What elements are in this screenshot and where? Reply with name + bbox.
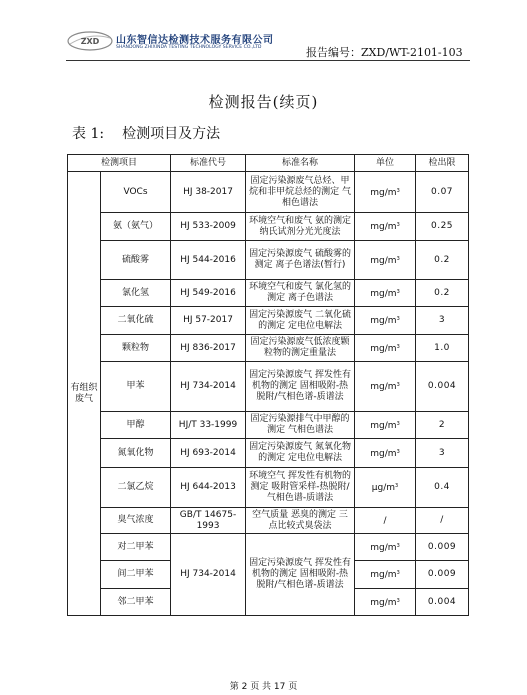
section-number: 表 1: (72, 126, 105, 142)
unit-cell (355, 534, 416, 561)
unit-text: mg/m (370, 255, 397, 266)
unit-cell (355, 468, 416, 508)
unit-text: mg/m (370, 420, 397, 431)
page-header (0, 0, 527, 62)
item-cell: 氨（氨气） (101, 213, 171, 241)
limit-cell: 0.004 (416, 589, 469, 616)
unit-exponent: 3 (396, 597, 400, 604)
unit-cell (355, 241, 416, 280)
std-cell: HJ 544-2016 (171, 241, 246, 280)
unit-cell (355, 362, 416, 412)
std-cell: HJ 644-2013 (171, 468, 246, 508)
table-row (68, 172, 469, 213)
unit-text: μg/m (371, 483, 396, 493)
item-cell: 甲苯 (101, 362, 171, 412)
methods-table (67, 154, 469, 616)
company-logo-icon (66, 30, 114, 52)
name-cell: 环境空气 挥发性有机物的测定 吸附管采样-热脱附/气相色谱-质谱法 (246, 468, 355, 508)
company-name-en: SHANDONG ZHIXINDA TESTING TECHNOLOGY SERVICE CO.,LTD (116, 45, 262, 50)
name-cell: 环境空气和废气 氯化氢的测定 离子色谱法 (246, 280, 355, 307)
unit-text: mg/m (370, 448, 397, 459)
limit-cell: 0.009 (416, 534, 469, 561)
unit-exponent: 3 (396, 255, 400, 262)
item-cell: VOCs (101, 172, 171, 213)
limit-cell: 0.004 (416, 362, 469, 412)
col-header-limit: 检出限 (416, 155, 469, 172)
item-cell: 臭气浓度 (101, 508, 171, 534)
unit-exponent: 3 (395, 483, 399, 489)
section-name: 检测项目及方法 (122, 126, 221, 142)
name-cell: 固定污染源排气中甲醇的测定 气相色谱法 (246, 412, 355, 439)
limit-cell: 0.07 (416, 172, 469, 213)
table-row (68, 439, 469, 468)
col-header-std: 标准代号 (171, 155, 246, 172)
table-row (68, 508, 469, 534)
unit-exponent: 3 (396, 420, 400, 427)
unit-cell (355, 172, 416, 213)
unit-cell (355, 213, 416, 241)
limit-cell: / (416, 508, 469, 534)
category-cell: 有组织废气 (68, 172, 101, 616)
unit-cell (355, 307, 416, 335)
unit-cell (355, 280, 416, 307)
report-number: 报告编号：ZXD/WT-2101-103 (306, 46, 463, 59)
std-cell: HJ 734-2014 (171, 534, 246, 616)
name-cell: 固定污染源废气 氮氧化物的测定 定电位电解法 (246, 439, 355, 468)
std-cell: HJ/T 33-1999 (171, 412, 246, 439)
table-header-row (68, 155, 469, 172)
item-cell: 硫酸雾 (101, 241, 171, 280)
page-footer: 第 2 页 共 17 页 (229, 682, 298, 692)
unit-text: mg/m (370, 187, 397, 198)
unit-cell (355, 439, 416, 468)
item-cell: 甲醇 (101, 412, 171, 439)
item-cell: 对二甲苯 (101, 534, 171, 561)
table-row (68, 335, 469, 362)
table-row (68, 468, 469, 508)
unit-text: mg/m (370, 316, 397, 326)
unit-exponent: 3 (396, 343, 400, 350)
unit-exponent: 3 (396, 222, 400, 228)
header-divider (66, 60, 470, 61)
std-cell: HJ 533-2009 (171, 213, 246, 241)
std-cell: HJ 38-2017 (171, 172, 246, 213)
item-cell: 二氯乙烷 (101, 468, 171, 508)
document-title: 检测报告(续页) (208, 93, 319, 111)
std-cell: HJ 734-2014 (171, 362, 246, 412)
unit-text: / (383, 516, 387, 526)
unit-exponent: 3 (396, 187, 400, 194)
table-row (68, 241, 469, 280)
table-row (68, 362, 469, 412)
unit-text: mg/m (370, 343, 397, 354)
name-cell: 空气质量 恶臭的测定 三点比较式臭袋法 (246, 508, 355, 534)
logo-text: ZXD (80, 37, 100, 46)
name-cell: 固定污染源废气 挥发性有机物的测定 固相吸附-热脱附/气相色谱-质谱法 (246, 362, 355, 412)
item-cell: 氯化氢 (101, 280, 171, 307)
limit-cell: 1.0 (416, 335, 469, 362)
limit-cell: 0.4 (416, 468, 469, 508)
name-cell: 固定污染源废气低浓度颗粒物的测定重量法 (246, 335, 355, 362)
company-name-cn: 山东智信达检测技术服务有限公司 (116, 35, 274, 46)
limit-cell: 3 (416, 439, 469, 468)
name-cell: 固定污染源废气 硫酸雾的测定 离子色谱法(暂行) (246, 241, 355, 280)
limit-cell: 3 (416, 307, 469, 335)
std-cell: HJ 836-2017 (171, 335, 246, 362)
table-row (68, 412, 469, 439)
unit-exponent: 3 (396, 288, 400, 295)
limit-cell: 0.2 (416, 280, 469, 307)
unit-text: mg/m (370, 542, 397, 553)
unit-cell (355, 412, 416, 439)
item-cell: 邻二甲苯 (101, 589, 171, 616)
section-title (72, 123, 220, 143)
limit-cell: 0.009 (416, 561, 469, 589)
item-cell: 二氧化硫 (101, 307, 171, 335)
limit-cell: 0.2 (416, 241, 469, 280)
limit-cell: 2 (416, 412, 469, 439)
name-cell: 环境空气和废气 氨的测定 纳氏试剂分光光度法 (246, 213, 355, 241)
std-cell: HJ 549-2016 (171, 280, 246, 307)
unit-text: mg/m (370, 288, 397, 299)
item-cell: 间二甲苯 (101, 561, 171, 589)
unit-cell (355, 508, 416, 534)
table-row (68, 213, 469, 241)
name-cell: 固定污染源废气总烃、甲烷和非甲烷总烃的测定 气相色谱法 (246, 172, 355, 213)
unit-cell (355, 561, 416, 589)
unit-exponent: 3 (396, 382, 400, 388)
unit-cell (355, 335, 416, 362)
unit-exponent: 3 (396, 570, 400, 576)
unit-exponent: 3 (396, 542, 400, 549)
name-cell: 固定污染源废气 二氧化硫的测定 定电位电解法 (246, 307, 355, 335)
unit-exponent: 3 (396, 316, 400, 322)
limit-cell: 0.25 (416, 213, 469, 241)
unit-exponent: 3 (396, 448, 400, 455)
unit-text: mg/m (370, 570, 397, 580)
table-row (68, 280, 469, 307)
std-cell: GB/T 14675-1993 (171, 508, 246, 534)
item-cell: 氮氧化物 (101, 439, 171, 468)
col-header-item: 检测项目 (68, 155, 171, 172)
col-header-name: 标准名称 (246, 155, 355, 172)
unit-text: mg/m (370, 382, 397, 392)
unit-text: mg/m (370, 222, 397, 232)
std-cell: HJ 57-2017 (171, 307, 246, 335)
std-cell: HJ 693-2014 (171, 439, 246, 468)
name-cell: 固定污染源废气 挥发性有机物的测定 固相吸附-热脱附/气相色谱-质谱法 (246, 534, 355, 616)
unit-text: mg/m (370, 597, 397, 608)
col-header-unit: 单位 (355, 155, 416, 172)
item-cell: 颗粒物 (101, 335, 171, 362)
unit-cell (355, 589, 416, 616)
table-row (68, 307, 469, 335)
table-row (68, 534, 469, 561)
